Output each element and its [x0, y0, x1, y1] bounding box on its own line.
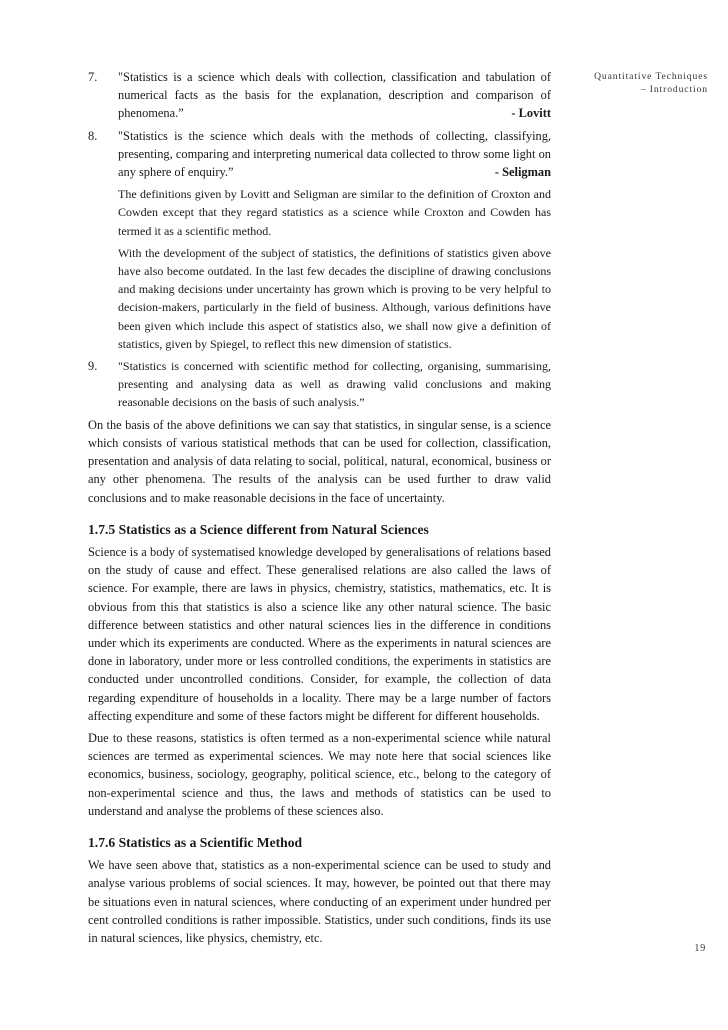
- definition-text: "Statistics is the science which deals with the methods of collecting, classifying, presenting, comparing and interpreting numerical data collected to throw some light on any sphere of enquiry.”: [118, 128, 551, 180]
- definition-text: "Statistics is a science which deals with collection, classification and tabulation of numerical facts as the basis for the explanation, description and comparison of phenomena.”: [118, 70, 551, 121]
- main-text-column: [88, 68, 551, 951]
- attribution-seligman: - Seligman: [494, 165, 551, 180]
- section-175-paragraph-2: Due to these reasons, statistics is often termed as a non-experimental science while natural sciences are termed as experimental sciences. We may note here that social sciences like economics, business, sociology, geography, political science, etc., belong to the category of non-experimental science and thus, the laws and methods of statistics can be used to understand and analyse the problems of these sciences also.: [88, 730, 551, 818]
- item-number: 8.: [88, 128, 98, 143]
- attribution-lovitt: - Lovitt: [511, 106, 551, 121]
- definition-item-7: [88, 68, 551, 123]
- item-body: [118, 357, 551, 412]
- section-heading-1-7-6: 1.7.6 Statistics as a Scientific Method: [88, 834, 303, 850]
- section-175-paragraph-1: Science is a body of systematised knowledge developed by generalisations of relations based on the study of cause and effect. These generalised relations are also called the laws of science. For example, there are laws in physics, chemistry, statistics, mathematics, etc. It is obvious from this that statistics is also a science like any other natural science. The basic difference between statistics and other natural sciences lies in the difference in conditions under which its experiments are conducted. Where as the experiments in natural sciences are done in laboratory, under more or less controlled conditions, the experiments in statistics are conducted under uncontrolled conditions. Consider, for example, the collection of data regarding expenditure of households in a locality. There may be a large number of factors affecting expenditure and some of these factors might be different for different households.: [88, 544, 551, 723]
- section-heading-1-7-5: 1.7.5 Statistics as a Science different from Natural Sciences: [88, 521, 429, 537]
- page-number: 19: [694, 943, 706, 954]
- definition-item-8: [88, 127, 551, 182]
- comparison-paragraph: The definitions given by Lovitt and Seligman are similar to the definition of Croxton and Cowden except that they regard statistics as a science while Croxton and Cowden has termed it as a scientific method.: [118, 187, 551, 238]
- item-number: 7.: [88, 70, 98, 84]
- definition-text: "Statistics is concerned with scientific method for collecting, organising, summarising, presenting and analysing data as well as drawing valid conclusions and making reasonable decisions on the basis of such analysis.”: [118, 359, 551, 410]
- item-number: 9.: [88, 359, 98, 374]
- development-paragraph: With the development of the subject of statistics, the definitions of statistics given above have also become outdated. In the last few decades the discipline of drawing conclusions and making decisions under uncertainty has grown which is proving to be very helpful to decision-makers, particularly in the field of business. Although, various definitions have been given which include this aspect of statistics also, we shall now give a definition of statistics, given by Spiegel, to reflect this new dimension of statistics.: [118, 245, 551, 351]
- margin-note: Quantitative Techniques – Introduction: [594, 71, 708, 95]
- item-body: [118, 68, 551, 123]
- section-176-paragraph-1: We have seen above that, statistics as a non-experimental science can be used to study and analyse various problems of social sciences. It may, however, be pointed out that there may be situations even in natural sciences, where conducting of an experiment under hundred per cent controlled conditions is rather impossible. Statistics, under such conditions, finds its use in natural sciences, like physics, chemistry, etc.: [88, 858, 551, 945]
- item-body: [118, 127, 551, 182]
- summary-paragraph: On the basis of the above definitions we can say that statistics, in singular sense, is a science which consists of various statistical methods that can be used for collection, classification, presentation and analysis of data relating to social, political, natural, economical, business or any other phenomena. The results of the analysis can be used further to draw valid conclusions and to make reasonable decisions in the face of uncertainty.: [88, 417, 551, 505]
- definition-item-9: [88, 357, 551, 412]
